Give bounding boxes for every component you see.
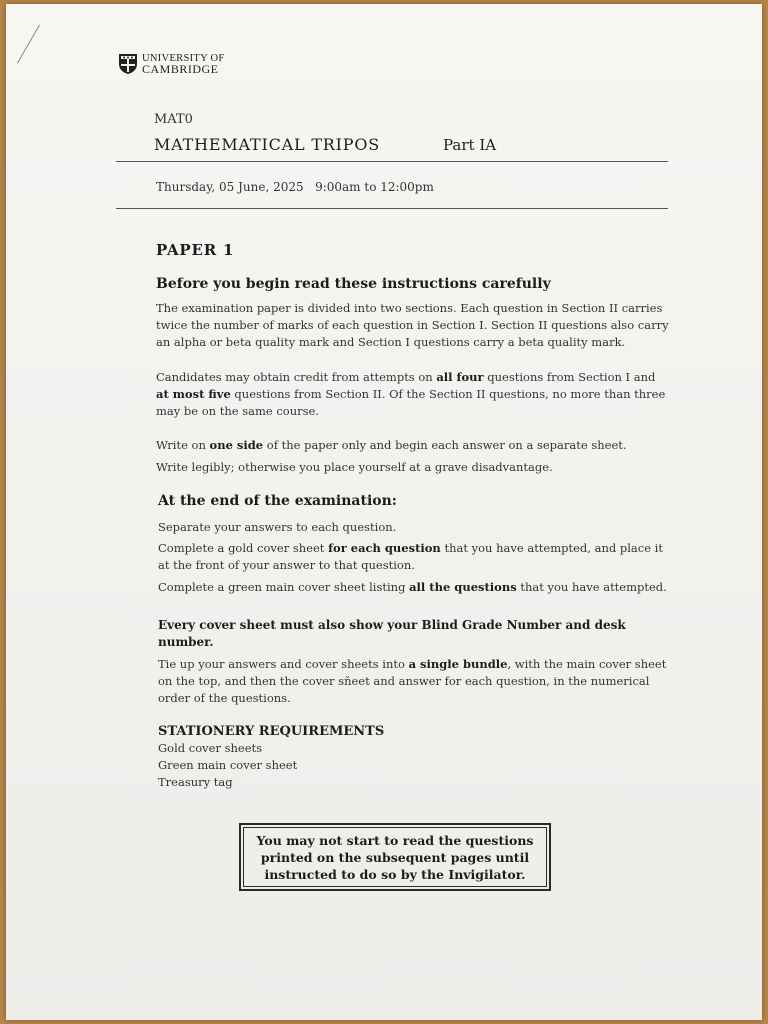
university-name <box>142 53 225 75</box>
stationery-heading: STATIONERY REQUIREMENTS <box>158 724 385 739</box>
invigilator-notice-box <box>239 823 551 891</box>
instructions-paragraph-4: Write legibly; otherwise you place yourself at a grave disadvantage. <box>156 460 553 474</box>
stationery-item: Treasury tag <box>158 775 233 789</box>
end-of-exam-heading: At the end of the examination: <box>158 493 397 509</box>
course-code: MAT0 <box>154 112 193 127</box>
instructions-paragraph-3: Write on one side of the paper only and begin each answer on a separate sheet. <box>156 438 627 452</box>
exam-datetime: Thursday, 05 June, 2025 9:00am to 12:00pm <box>156 180 434 194</box>
end-paragraph-4: Every cover sheet must also show your Blind Grade Number and desk number. <box>158 618 626 649</box>
paper-number: PAPER 1 <box>156 241 235 259</box>
header-divider-bottom <box>116 208 668 209</box>
end-paragraph-1: Separate your answers to each question. <box>158 520 397 534</box>
pencil-mark <box>17 25 40 64</box>
university-name-line1: UNIVERSITY OF <box>142 53 225 64</box>
header-divider-top <box>116 161 668 162</box>
stationery-item: Green main cover sheet <box>158 758 298 772</box>
instructions-paragraph-2: Candidates may obtain credit from attempts on all four questions from Section I and at most five questions from Section II. Of the Section II questions, no more than three may be on the same course. <box>156 370 666 418</box>
end-paragraph-3: Complete a green main cover sheet listing all the questions that you have attempted. <box>158 580 667 594</box>
instructions-paragraph-1: The examination paper is divided into two sections. Each question in Section II carries twice the number of marks of each question in Section I. Section II questions also carry an alpha or beta quality mark and Section I questions carry a beta quality mark. <box>156 301 669 349</box>
university-logo <box>118 53 225 75</box>
exam-paper-sheet <box>6 4 762 1020</box>
cambridge-crest-icon <box>118 53 138 75</box>
instructions-heading: Before you begin read these instructions carefully <box>156 276 551 292</box>
university-name-line2: CAMBRIDGE <box>142 62 219 76</box>
end-paragraph-2: Complete a gold cover sheet for each question that you have attempted, and place it at the front of your answer to that question. <box>158 541 663 572</box>
end-paragraph-5: Tie up your answers and cover sheets into a single bundle, with the main cover sheet on the top, and then the cover sňeet and answer for each question, in the numerical order of the questions. <box>158 657 667 705</box>
stationery-item: Gold cover sheets <box>158 741 263 755</box>
exam-title: MATHEMATICAL TRIPOS <box>154 135 381 154</box>
invigilator-notice-text: You may not start to read the questions printed on the subsequent pages until instructed to do so by the Invigilator. <box>243 827 547 887</box>
exam-part: Part IA <box>443 136 497 154</box>
